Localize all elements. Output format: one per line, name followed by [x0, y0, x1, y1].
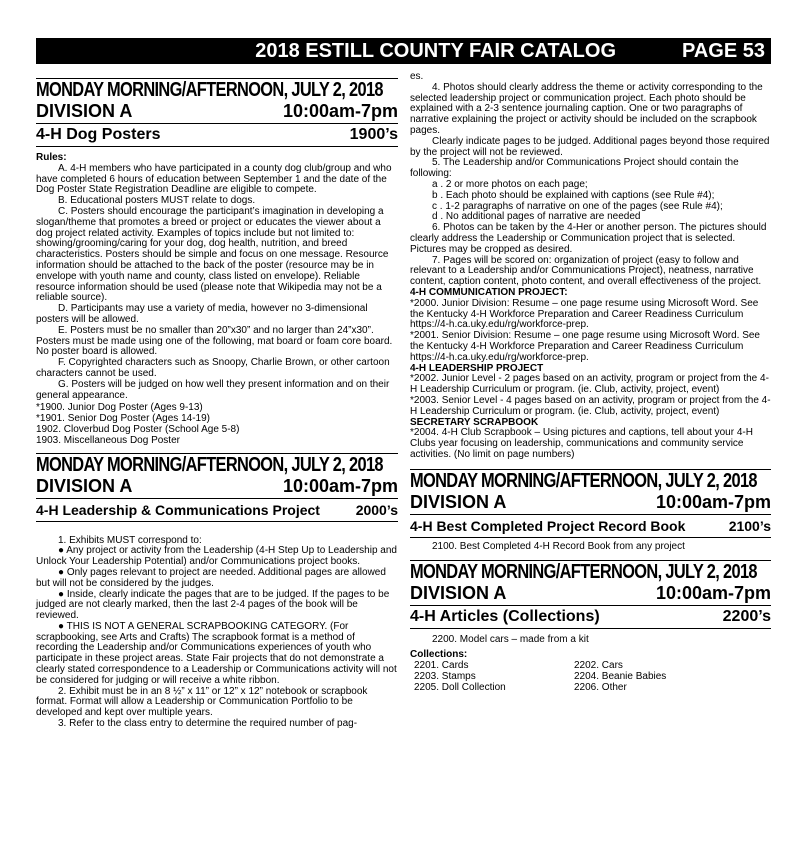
collections-heading: Collections:	[410, 649, 468, 661]
rules-label: Rules:	[36, 152, 67, 163]
rule-item: G. Posters will be judged on how well they present information and on their general appearance.	[36, 378, 390, 401]
sublist-item: d . No additional pages of narrative are needed	[432, 211, 641, 223]
division-row	[36, 476, 398, 496]
collection-item: 2205. Doll Collection	[414, 681, 506, 693]
section-title-text: 4-H Dog Posters	[36, 126, 161, 143]
rule-item: 5. The Leadership and/or Communications Project should contain the following:	[410, 157, 739, 180]
rule-item: ● Any project or activity from the Leadership (4-H Step Up to Leadership and Unlock Your Leadership Potential) and/or Communications project books.	[36, 545, 397, 568]
communication-classes	[410, 299, 771, 364]
rule-item: 4. Photos should clearly address the theme or activity corresponding to the selected leadership project or communication project. Each photo should be explained with a 2-3 sentence journaling caption. One or two paragraphs of narrative explaining the project or activity should be included on the scrapbook pages.	[410, 81, 763, 136]
secretary-class: *2004. 4-H Club Scrapbook – Using pictures and captions, tell about your 4-H Clubs year focusing on leadership, communications and community service activities. (No limit on page numbers)	[410, 427, 753, 460]
section-code: 2100’s	[728, 517, 771, 534]
collection-item: 2203. Stamps	[414, 670, 476, 682]
class-item: *2001. Senior Division: Resume – one page resume using Microsoft Word. See the Kentucky 4-H Workforce Preparation and Career Readiness Curriculum https://4-h.ca.uky.edu/rg/workforce-prep.	[410, 330, 760, 363]
division-row	[410, 492, 771, 512]
class-item: *1900. Junior Dog Poster (Ages 9-13)	[36, 402, 203, 414]
division-time: 10:00am-7pm	[282, 101, 398, 121]
collection-item: 2206. Other	[574, 681, 627, 693]
class-item: *2003. Senior Level - 4 pages based on an activity, program or project from the 4-H Leadership Curriculum or program. (ie. Club, activity, project, event)	[410, 394, 771, 417]
section-title	[36, 498, 398, 522]
section-title-text: 4-H Articles (Collections)	[410, 608, 600, 626]
rule-item: 6. Photos can be taken by the 4-Her or another person. The pictures should clearly address the Leadership or Communication project that is selected. Pictures may be cropped as desired.	[410, 222, 767, 255]
class-item: *2002. Junior Level - 2 pages based on an activity, program or project from the 4-H Leadership Curriculum or program. (ie. Club, activity, project, event)	[410, 373, 769, 396]
sublist-item: a . 2 or more photos on each page;	[432, 178, 588, 190]
page-banner	[36, 38, 771, 64]
division-time: 10:00am-7pm	[282, 475, 398, 496]
class-list	[36, 403, 398, 446]
section-title	[36, 123, 398, 147]
class-item: *2000. Junior Division: Resume – one page resume using Microsoft Word. See the Kentucky 4-H Workforce Preparation and Career Readiness Curriculum https://4-h.ca.uky.edu/rg/workforce-prep.	[410, 297, 759, 331]
division-time: 10:00am-7pm	[655, 583, 771, 604]
project-rules-list	[410, 83, 771, 180]
catalog-title: 2018 ESTILL COUNTY FAIR CATALOG	[255, 40, 616, 62]
division-label: DIVISION A	[36, 475, 133, 496]
communication-heading: 4-H COMMUNICATION PROJECT:	[410, 286, 568, 298]
division-label: DIVISION A	[36, 101, 133, 121]
section-title	[410, 605, 771, 629]
section-code: 2200’s	[722, 608, 771, 626]
leadership-heading: 4-H LEADERSHIP PROJECT	[410, 362, 544, 374]
division-time: 10:00am-7pm	[655, 491, 771, 512]
collection-item: 2204. Beanie Babies	[574, 670, 667, 682]
division-label: DIVISION A	[410, 491, 507, 512]
section-date: MONDAY MORNING/AFTERNOON, JULY 2, 2018	[36, 79, 383, 101]
rule-item: A. 4-H members who have participated in a county dog club/group and who have completed 6 hours of education between September 1 and the date of the Dog Poster State Registration Deadline are eligible to compete.	[36, 162, 392, 196]
requirements-sublist	[410, 180, 771, 223]
section-date: MONDAY MORNING/AFTERNOON, JULY 2, 2018	[36, 453, 383, 476]
collection-item: 2202. Cars	[574, 660, 623, 672]
leadership-classes	[410, 374, 771, 417]
project-rules-list	[410, 223, 771, 288]
rule-item: 2. Exhibit must be in an 8 ½” x 11” or 12” x 12” notebook or scrapbook format. Format will allow a Leadership or Communication Portfolio to be developed and kept over multiple years.	[36, 685, 368, 719]
continued-text: es.	[410, 71, 424, 82]
section-title-text: 4-H Leadership & Communications Project	[36, 501, 320, 518]
sublist-item: b . Each photo should be explained with captions (see Rule #4);	[432, 189, 715, 201]
secretary-heading: SECRETARY SCRAPBOOK	[410, 416, 539, 428]
rule-item: Clearly indicate pages to be judged. Additional pages beyond those required by the project will not be reviewed.	[410, 135, 770, 158]
rule-item: ● THIS IS NOT A GENERAL SCRAPBOOKING CATEGORY. (For scrapbooking, see Arts and Crafts) The scrapbook format is a method of recording the Leadership and/or Communications experiences of youth who participate in these project areas. State Fair projects that do not demonstrate a clearly stated correspondence to a Leadership or Communications activity will not be considered for judging or will receive a white ribbon.	[36, 620, 397, 686]
class-item: 1903. Miscellaneous Dog Poster	[36, 434, 180, 446]
rule-item: ● Inside, clearly indicate the pages that are to be judged. If the pages to be judged are not clearly marked, then the last 2-4 pages of the book will be reviewed.	[36, 588, 390, 622]
class-item: *1901. Senior Dog Poster (Ages 14-19)	[36, 413, 210, 425]
section-code: 2000’s	[355, 501, 398, 518]
rules-list	[36, 164, 398, 402]
right-column	[410, 72, 771, 693]
sublist-item: c . 1-2 paragraphs of narrative on one of the pages (see Rule #4);	[432, 200, 723, 212]
collections-list	[410, 661, 771, 693]
page-number: PAGE 53	[682, 40, 765, 62]
rule-item: D. Participants may use a variety of media, however no 3-dimensional posters will be allowed.	[36, 303, 368, 325]
class-item: 1902. Cloverbud Dog Poster (School Age 5-8)	[36, 423, 240, 435]
rule-item: F. Copyrighted characters such as Snoopy, Charlie Brown, or other cartoon characters cannot be used.	[36, 357, 390, 379]
rule-item: ● Only pages relevant to project are needed. Additional pages are allowed but will not be considered by the judges.	[36, 566, 386, 589]
collection-item: 2201. Cards	[414, 660, 469, 672]
section-date: MONDAY MORNING/AFTERNOON, JULY 2, 2018	[410, 469, 757, 492]
rule-item: 3. Refer to the class entry to determine the required number of pag-	[58, 718, 358, 730]
section-date: MONDAY MORNING/AFTERNOON, JULY 2, 2018	[410, 561, 757, 584]
division-row	[410, 583, 771, 603]
section-title	[410, 514, 771, 538]
rule-item: 7. Pages will be scored on: organization of project (easy to follow and relevant to a Leadership and/or Communications Project), neatness, narrative content, caption content, photo content, and overall effectiveness of the project.	[410, 254, 762, 288]
rule-item: 1. Exhibits MUST correspond to:	[58, 534, 202, 546]
division-row	[36, 101, 398, 121]
section-code: 1900’s	[349, 126, 398, 143]
class-item: 2200. Model cars – made from a kit	[432, 634, 589, 646]
rule-item: C. Posters should encourage the participant’s imagination in developing a slogan/theme that promotes a breed or project or educates the viewer about a dog project related activity. Examples of topics include but not limited to: showing/grooming/caring for your dog, dog health, nutrition, and breed characteristics. Posters should be simple and focus on one message. Resource information should be attached to the back of the poster (resource may be in envelope with youth name and county, class listed on envelope). Reliable resource information should be used (please note that Wikipedia may not be a reliable source).	[36, 205, 389, 304]
left-column	[36, 72, 398, 730]
rule-item: B. Educational posters MUST relate to dogs.	[58, 195, 256, 207]
project-rules-list	[36, 536, 398, 730]
section-title-text: 4-H Best Completed Project Record Book	[410, 517, 686, 534]
rule-item: E. Posters must be no smaller than 20”x30” and no larger than 24”x30”. Posters must be made using one of the following, mat board or foam core board. No poster board is allowed.	[36, 324, 393, 358]
class-item: 2100. Best Completed 4-H Record Book from any project	[432, 540, 685, 552]
division-label: DIVISION A	[410, 583, 507, 604]
